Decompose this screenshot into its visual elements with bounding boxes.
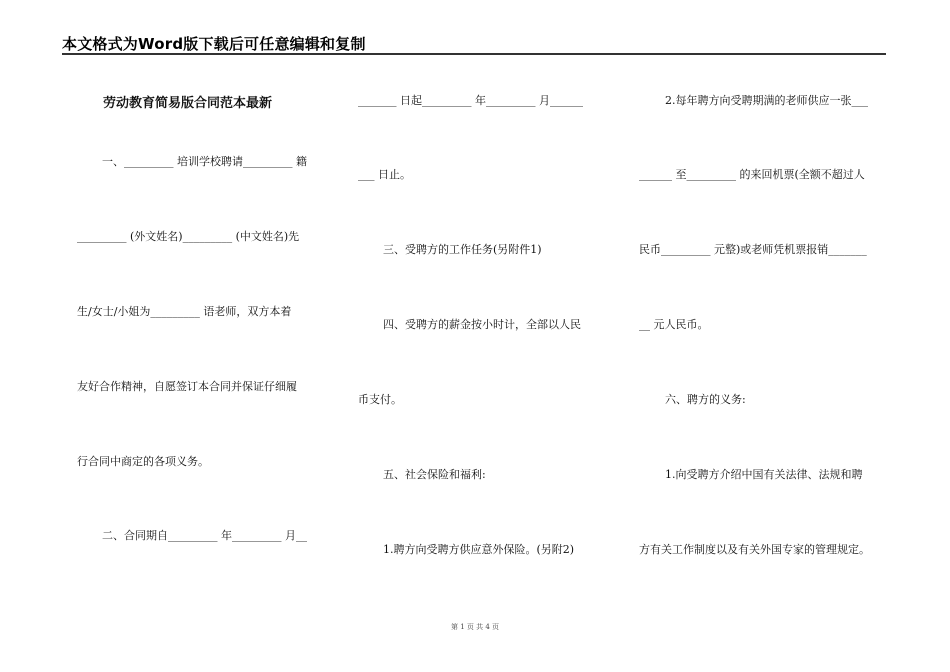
- middle-line-6: 五、社会保险和福利:: [383, 468, 486, 481]
- right-line-3: 民币_________ 元整)或老师凭机票报销_______: [639, 243, 867, 256]
- left-line-4: 友好合作精神，自愿签订本合同并保证仔细履: [77, 380, 297, 393]
- left-line-3: 生/女士/小姐为_________ 语老师，双方本着: [77, 305, 292, 318]
- right-line-7: 方有关工作制度以及有关外国专家的管理规定。: [639, 543, 870, 556]
- middle-line-4: 四、受聘方的薪金按小时计，全部以人民: [383, 318, 581, 331]
- middle-line-5: 币支付。: [358, 393, 402, 406]
- right-line-6: 1.向受聘方介绍中国有关法律、法规和聘: [665, 468, 863, 481]
- right-line-5: 六、聘方的义务:: [665, 393, 746, 406]
- middle-line-7: 1.聘方向受聘方供应意外保险。(另附2): [383, 543, 575, 556]
- document-header: 本文格式为Word版下载后可任意编辑和复制: [62, 35, 366, 53]
- header-rule: [62, 53, 886, 55]
- page-indicator: 第 1 页 共 4 页: [450, 623, 500, 631]
- left-line-5: 行合同中商定的各项义务。: [77, 455, 209, 468]
- middle-line-3: 三、受聘方的工作任务(另附件1): [383, 243, 542, 256]
- left-line-1: 一、_________ 培训学校聘请_________ 籍: [102, 155, 307, 168]
- middle-line-1: _______ 日起_________ 年_________ 月______: [358, 94, 583, 107]
- right-line-1: 2.每年聘方向受聘期满的老师供应一张___: [665, 94, 868, 107]
- right-line-2: ______ 至_________ 的来回机票(全额不超过人: [639, 168, 865, 181]
- middle-line-2: ___ 日止。: [358, 168, 411, 181]
- right-line-4: __ 元人民币。: [639, 318, 709, 331]
- left-line-2: _________ (外文姓名)_________ (中文姓名)先: [77, 230, 300, 243]
- document-title: 劳动教育简易版合同范本最新: [103, 96, 273, 111]
- left-line-6: 二、合同期自_________ 年_________ 月__: [102, 529, 307, 542]
